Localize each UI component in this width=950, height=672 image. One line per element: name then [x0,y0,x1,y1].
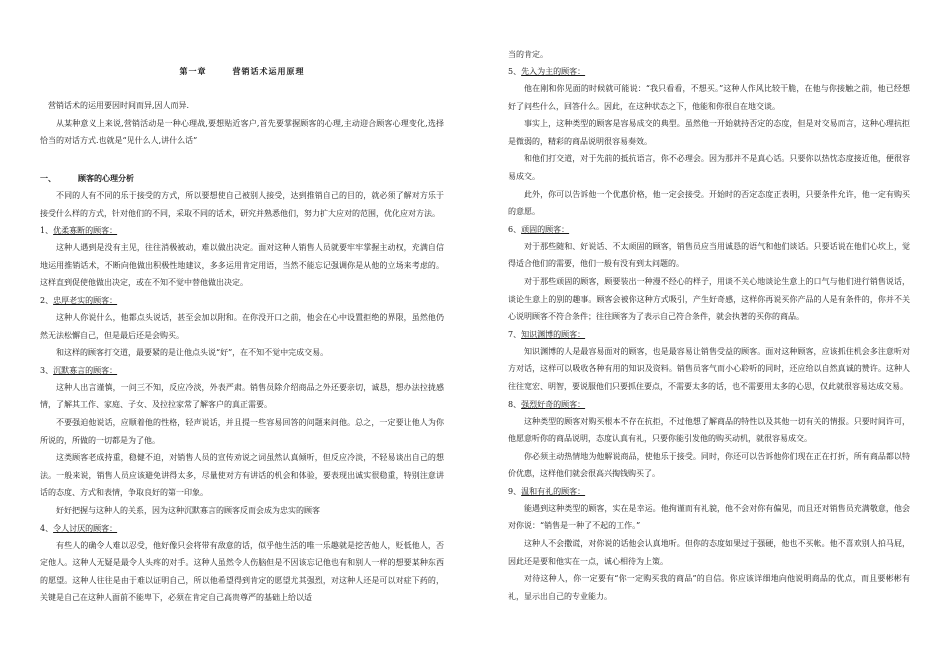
paragraph: 这类顾客老成持重，稳健不迫，对销售人员的宣传劝说之词虽然认真倾听，但反应冷淡，不轻易谈出自己的想法。一般来说，销售人员应该避免讲得太多，尽量使对方有讲话的机会和体验，要表现出诚实很稳重，特别注意讲话的态度、方式和表情，争取良好的第一印象。 [40,453,444,498]
paragraph: 有些人的确令人难以忍受，他好像只会将带有敌意的话，似乎他生活的唯一乐趣就是挖苦他人，贬低他人，否定他人。这种人无疑是最令人头疼的对手。这种人虽然令人伤脑但是不因该忘记他也有和别人一样的想要某种东西的愿望。这种人往往是由于难以证明自己，所以他希望得到肯定的愿望尤其强烈，对这种人还是可以对症下药的，关键是自己在这种人面前不能卑下，必须在肯定自己高贵尊严的基础上给以适 [40,540,444,603]
paragraph: 这种人你说什么，他都点头说话，甚至会加以附和。在你没开口之前，他会在心中设置拒绝的界限，虽然他仍然无法松懈自己，但是最后还是会购买。 [40,312,444,340]
heading-indecisive: 1、优柔寡断的顾客： [40,226,118,236]
heading-knowledgeable: 7、知识渊博的顾客： [508,329,586,339]
heading-polite: 9、温和有礼的顾客： [508,486,586,496]
heading-silent: 3、沉默寡言的顾客： [40,365,118,375]
paragraph: 不要强迫他说话，应顺着他的性格，轻声说话，并且提一些容易回答的问题来问他。总之，一定要让他人为你所说的，所做的一切都是为了他。 [40,417,444,445]
paragraph: 对待这种人，你一定要有“你一定购买我的商品”的自信。你应该详细地向他说明商品的优点，而且要彬彬有礼，显示出自己的专业能力。 [508,574,910,601]
intro-block [40,97,444,150]
heading-annoying: 4、令人讨厌的顾客： [40,523,118,533]
paragraph: 和这样的顾客打交道，最要紧的是让他点头说“好”，在不知不觉中完成交易。 [56,348,329,358]
paragraph: 事实上，这种类型的顾客是容易成交的典型。虽然他一开始就持否定的态度，但是对交易而言，这种心理抗拒是微弱的，精彩的商品说明很容易奏效。 [508,119,910,146]
section-paragraph: 不同的人有不同的乐于接受的方式，所以要想使自己被别人接受，达到推销自己的目的，就必须了解对方乐于接受什么样的方式，针对他们的不同，采取不同的话术，研究并熟悉他们，努力扩大应对的范围，优化应对方法。 [40,191,444,218]
paragraph: 你必须主动热情地为他解说商品，使他乐于接受。同时，你还可以告诉他你们现在正在打折，所有商品都以特价优惠，这样他们就会很高兴掏钱购买了。 [508,451,910,479]
continuation-line: 当的肯定。 [508,50,548,59]
paragraph: 此外，你可以告诉他一个优惠价格，他一定会接受。开始时的否定态度正表明，只要条件允许，他一定有购买的意愿。 [508,189,910,217]
section-heading: 一、 顾客的心理分析 [40,173,134,183]
intro-paragraph-2: 从某种意义上来说,营销活动是一种心理战,要想贴近客户,首先要掌握顾客的心理,主动迎合顾客心理变化,选择恰当的对话方式.也就是“见什么人,讲什么话” [40,118,444,146]
chapter-title [40,66,444,77]
paragraph: 这种人不会撒谎，对你说的话他会认真地听。但你的态度如果过于强硬，他也不买帐。他不喜欢别人拍马屁，因此还是要和他实在一点，诚心相待为上策。 [508,539,910,566]
heading-curious: 8、强烈好奇的顾客： [508,399,586,409]
paragraph: 对于那些顽固的顾客，顾要装出一种漫不经心的样子，用谈不关心地谈论生意上的口气与他们进行销售说话，谈论生意上的别的趣事。顾客会被你这种方式吸引，产生好奇感，这样你再说买你产品的人是有条件的，你并不关心说明顾客不符合条件；往往顾客为了表示自己符合条件，就会执著的买你的商品。 [508,276,910,322]
paragraph: 能遇到这种类型的顾客，实在是幸运。他拘谨而有礼貌，他不会对你有偏见，而且还对销售员充满敬意，他会对你说：“销售是一种了不起的工作。” [508,503,910,531]
paragraph: 这种类型的顾客对购买根本不存在抗拒，不过他想了解商品的特性以及其他一切有关的情报。只要时间许可，他愿意听你的商品说明，态度认真有礼，只要你能引发他的购买动机，就很容易成交。 [508,416,910,444]
paragraph: 和他们打交道，对于先前的抵抗语言，你不必理会。因为那并不是真心话。只要你以热忱态度接近他，便很容易成交。 [508,154,910,181]
paragraph: 他在刚和你见面的时候就可能说：“我只看看，不想买。”这种人作风比较干脆，在他与你接触之前，他已经想好了问些什么，回答什么。因此，在这种状态之下，他能和你很自在地交谈。 [508,84,910,111]
heading-stubborn: 6、顽固的顾客： [508,224,570,234]
heading-preconceived: 5、先入为主的顾客： [508,67,586,76]
paragraph: 这种人出言谨慎，一问三不知，反应冷淡，外表严肃。销售员除介绍商品之外还要亲切，诚恳，想办法拉拢感情，了解其工作、家庭、子女、及拉拉家常了解客户的真正需要。 [40,382,444,410]
chapter-label: 第一章 [179,66,207,76]
right-block [508,46,910,605]
intro-paragraph-1: 营销话术的运用要因时间而异,因人而异. [48,101,190,110]
paragraph: 好好把握与这种人的关系，因为这种沉默寡言的顾客反而会成为忠实的顾客 [56,505,320,515]
chapter-name: 营销话术运用原理 [232,66,305,76]
section-psychology [40,170,444,607]
paragraph: 这种人遇到是没有主见，往往消极被动，难以做出决定。面对这种人销售人员就要牢牢掌握主动权，充满自信地运用推销话术，不断向他做出积极性地建议，多多运用肯定用语，当然不能忘记强调你是从他的立场来考虑的。这样直到促使他做出决定，或在不知不觉中替他做出决定。 [40,243,444,288]
paragraph: 知识渊博的人是最容易面对的顾客，也是最容易让销售受益的顾客。面对这种顾客，应该抓住机会多注意听对方对话，这样可以吸收各种有用的知识及资料。销售员客气而小心聆听的同时，还应给以自然真诚的赞许。这种人往往宽宏、明智，要说服他们只要抓住要点，不需要太多的话，也不需要用太多的心思，仅此就很容易达成交易。 [508,346,910,391]
heading-honest: 2、忠厚老实的顾客： [40,295,118,305]
paragraph: 对于那些随和、好说话、不太顽固的顾客，销售员应当用诚恳的语气和他们谈话。只要话说在他们心坎上，觉得适合他们的需要，他们一般有没有到太问题的。 [508,241,910,269]
